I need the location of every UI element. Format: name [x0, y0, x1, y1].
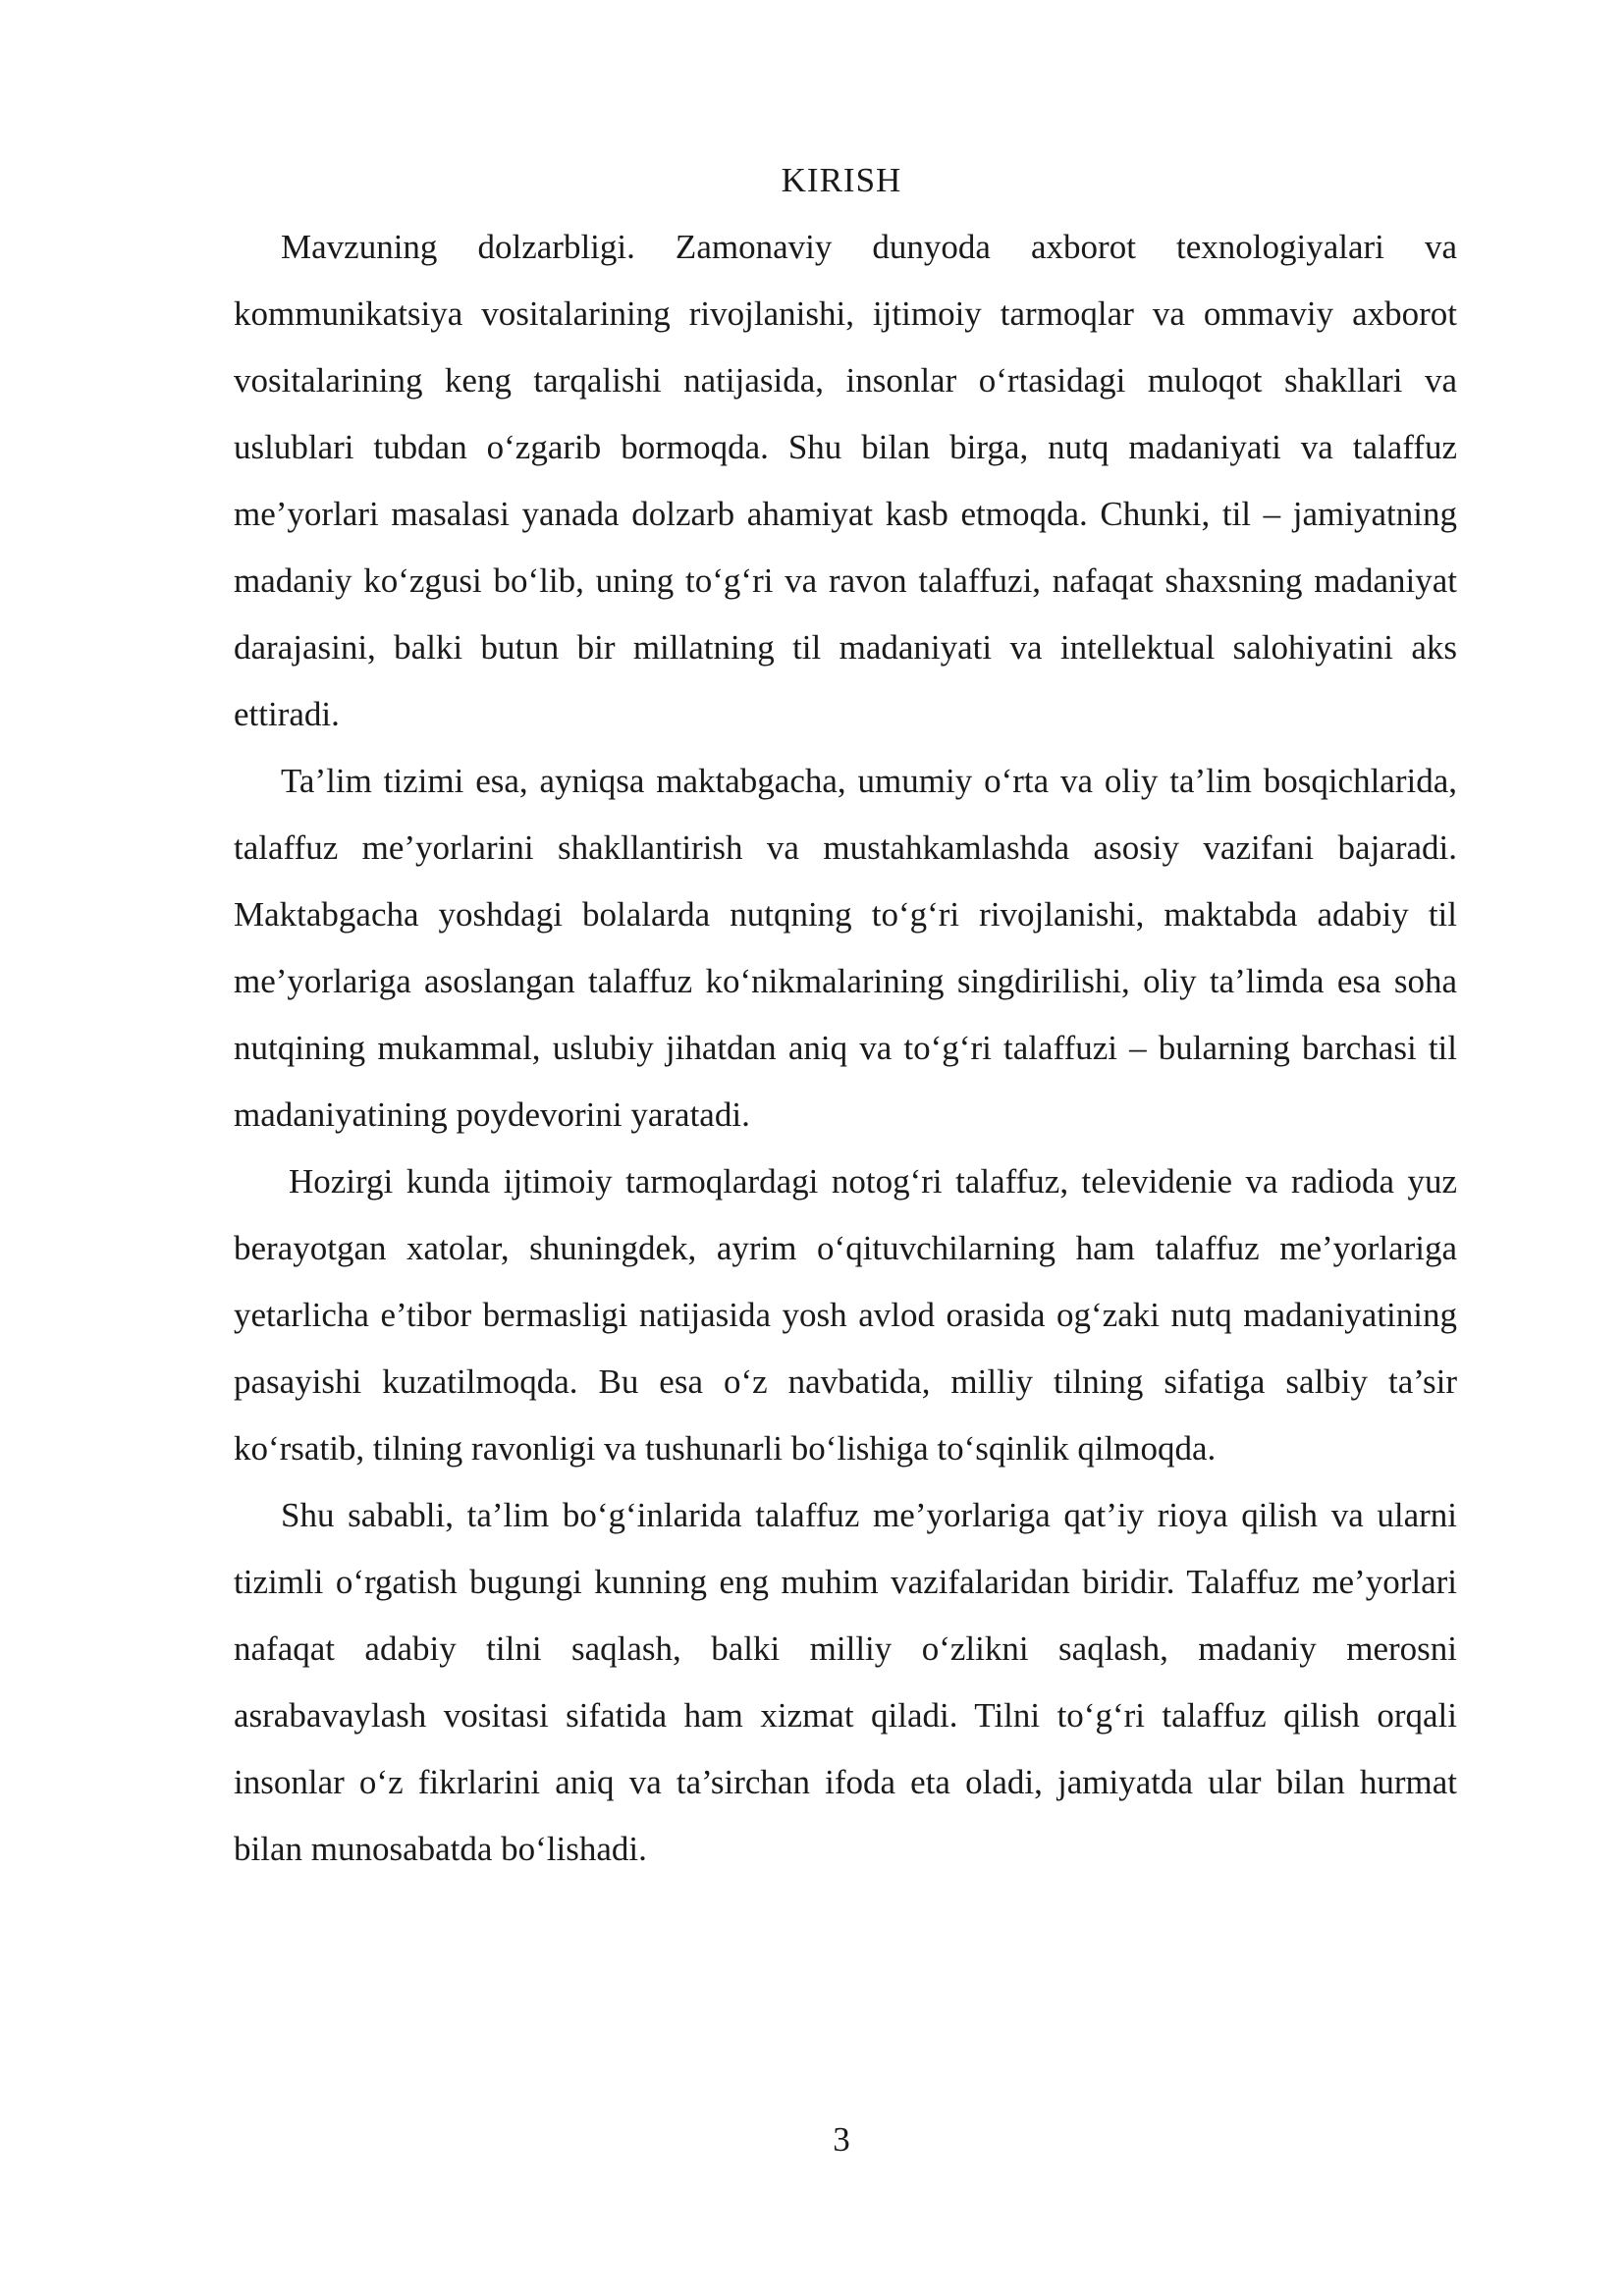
- paragraph-conclusion: Shu sababli, ta’lim bo‘g‘inlarida talaffuz me’yorlariga qat’iy rioya qilish va ularni tizimli o‘rgatish bugungi kunning eng muhim vazifalaridan biridir. Talaffuz me’yorlari nafaqat adabiy tilni saqlash, balki milliy o‘zlikni saqlash, madaniy merosni asrabavaylash vositasi sifatida ham xizmat qiladi. Tilni to‘g‘ri talaffuz qilish orqali insonlar o‘z fikrlarini aniq va ta’sirchan ifoda eta oladi, jamiyatda ular bilan hurmat bilan munosabatda bo‘lishadi.: [234, 1496, 1457, 1868]
- page-number: 3: [833, 2120, 850, 2159]
- paragraph-relevance: Mavzuning dolzarbligi. Zamonaviy dunyoda axborot texnologiyalari va kommunikatsiya vositalarining rivojlanishi, ijtimoiy tarmoqlar va ommaviy axborot vositalarining keng tarqalishi natijasida, insonlar o‘rtasidagi muloqot shakllari va uslublari tubdan o‘zgarib bormoqda. Shu bilan birga, nutq madaniyati va talaffuz me’yorlari masalasi yanada dolzarb ahamiyat kasb etmoqda. Chunki, til – jamiyatning madaniy ko‘zgusi bo‘lib, uning to‘g‘ri va ravon talaffuzi, nafaqat shaxsning madaniyat darajasini, balki butun bir millatning til madaniyati va intellektual salohiyatini aks ettiradi.: [234, 228, 1457, 733]
- paragraph-current-issues: Hozirgi kunda ijtimoiy tarmoqlardagi notog‘ri talaffuz, televidenie va radioda yuz berayotgan xatolar, shuningdek, ayrim o‘qituvchilarning ham talaffuz me’yorlariga yetarlicha e’tibor bermasligi natijasida yosh avlod orasida og‘zaki nutq madaniyatining pasayishi kuzatilmoqda. Bu esa o‘z navbatida, milliy tilning sifatiga salbiy ta’sir ko‘rsatib, tilning ravonligi va tushunarli bo‘lishiga to‘sqinlik qilmoqda.: [234, 1162, 1457, 1468]
- body-text: [234, 214, 1457, 1883]
- paragraph-education-system: Ta’lim tizimi esa, ayniqsa maktabgacha, umumiy o‘rta va oliy ta’lim bosqichlarida, talaffuz me’yorlarini shakllantirish va mustahkamlashda asosiy vazifani bajaradi. Maktabgacha yoshdagi bolalarda nutqning to‘g‘ri rivojlanishi, maktabda adabiy til me’yorlariga asoslangan talaffuz ko‘nikmalarining singdirilishi, oliy ta’limda esa soha nutqining mukammal, uslubiy jihatdan aniq va to‘g‘ri talaffuzi – bularning barchasi til madaniyatining poydevorini yaratadi.: [234, 762, 1457, 1134]
- page-heading: KIRISH: [781, 161, 902, 199]
